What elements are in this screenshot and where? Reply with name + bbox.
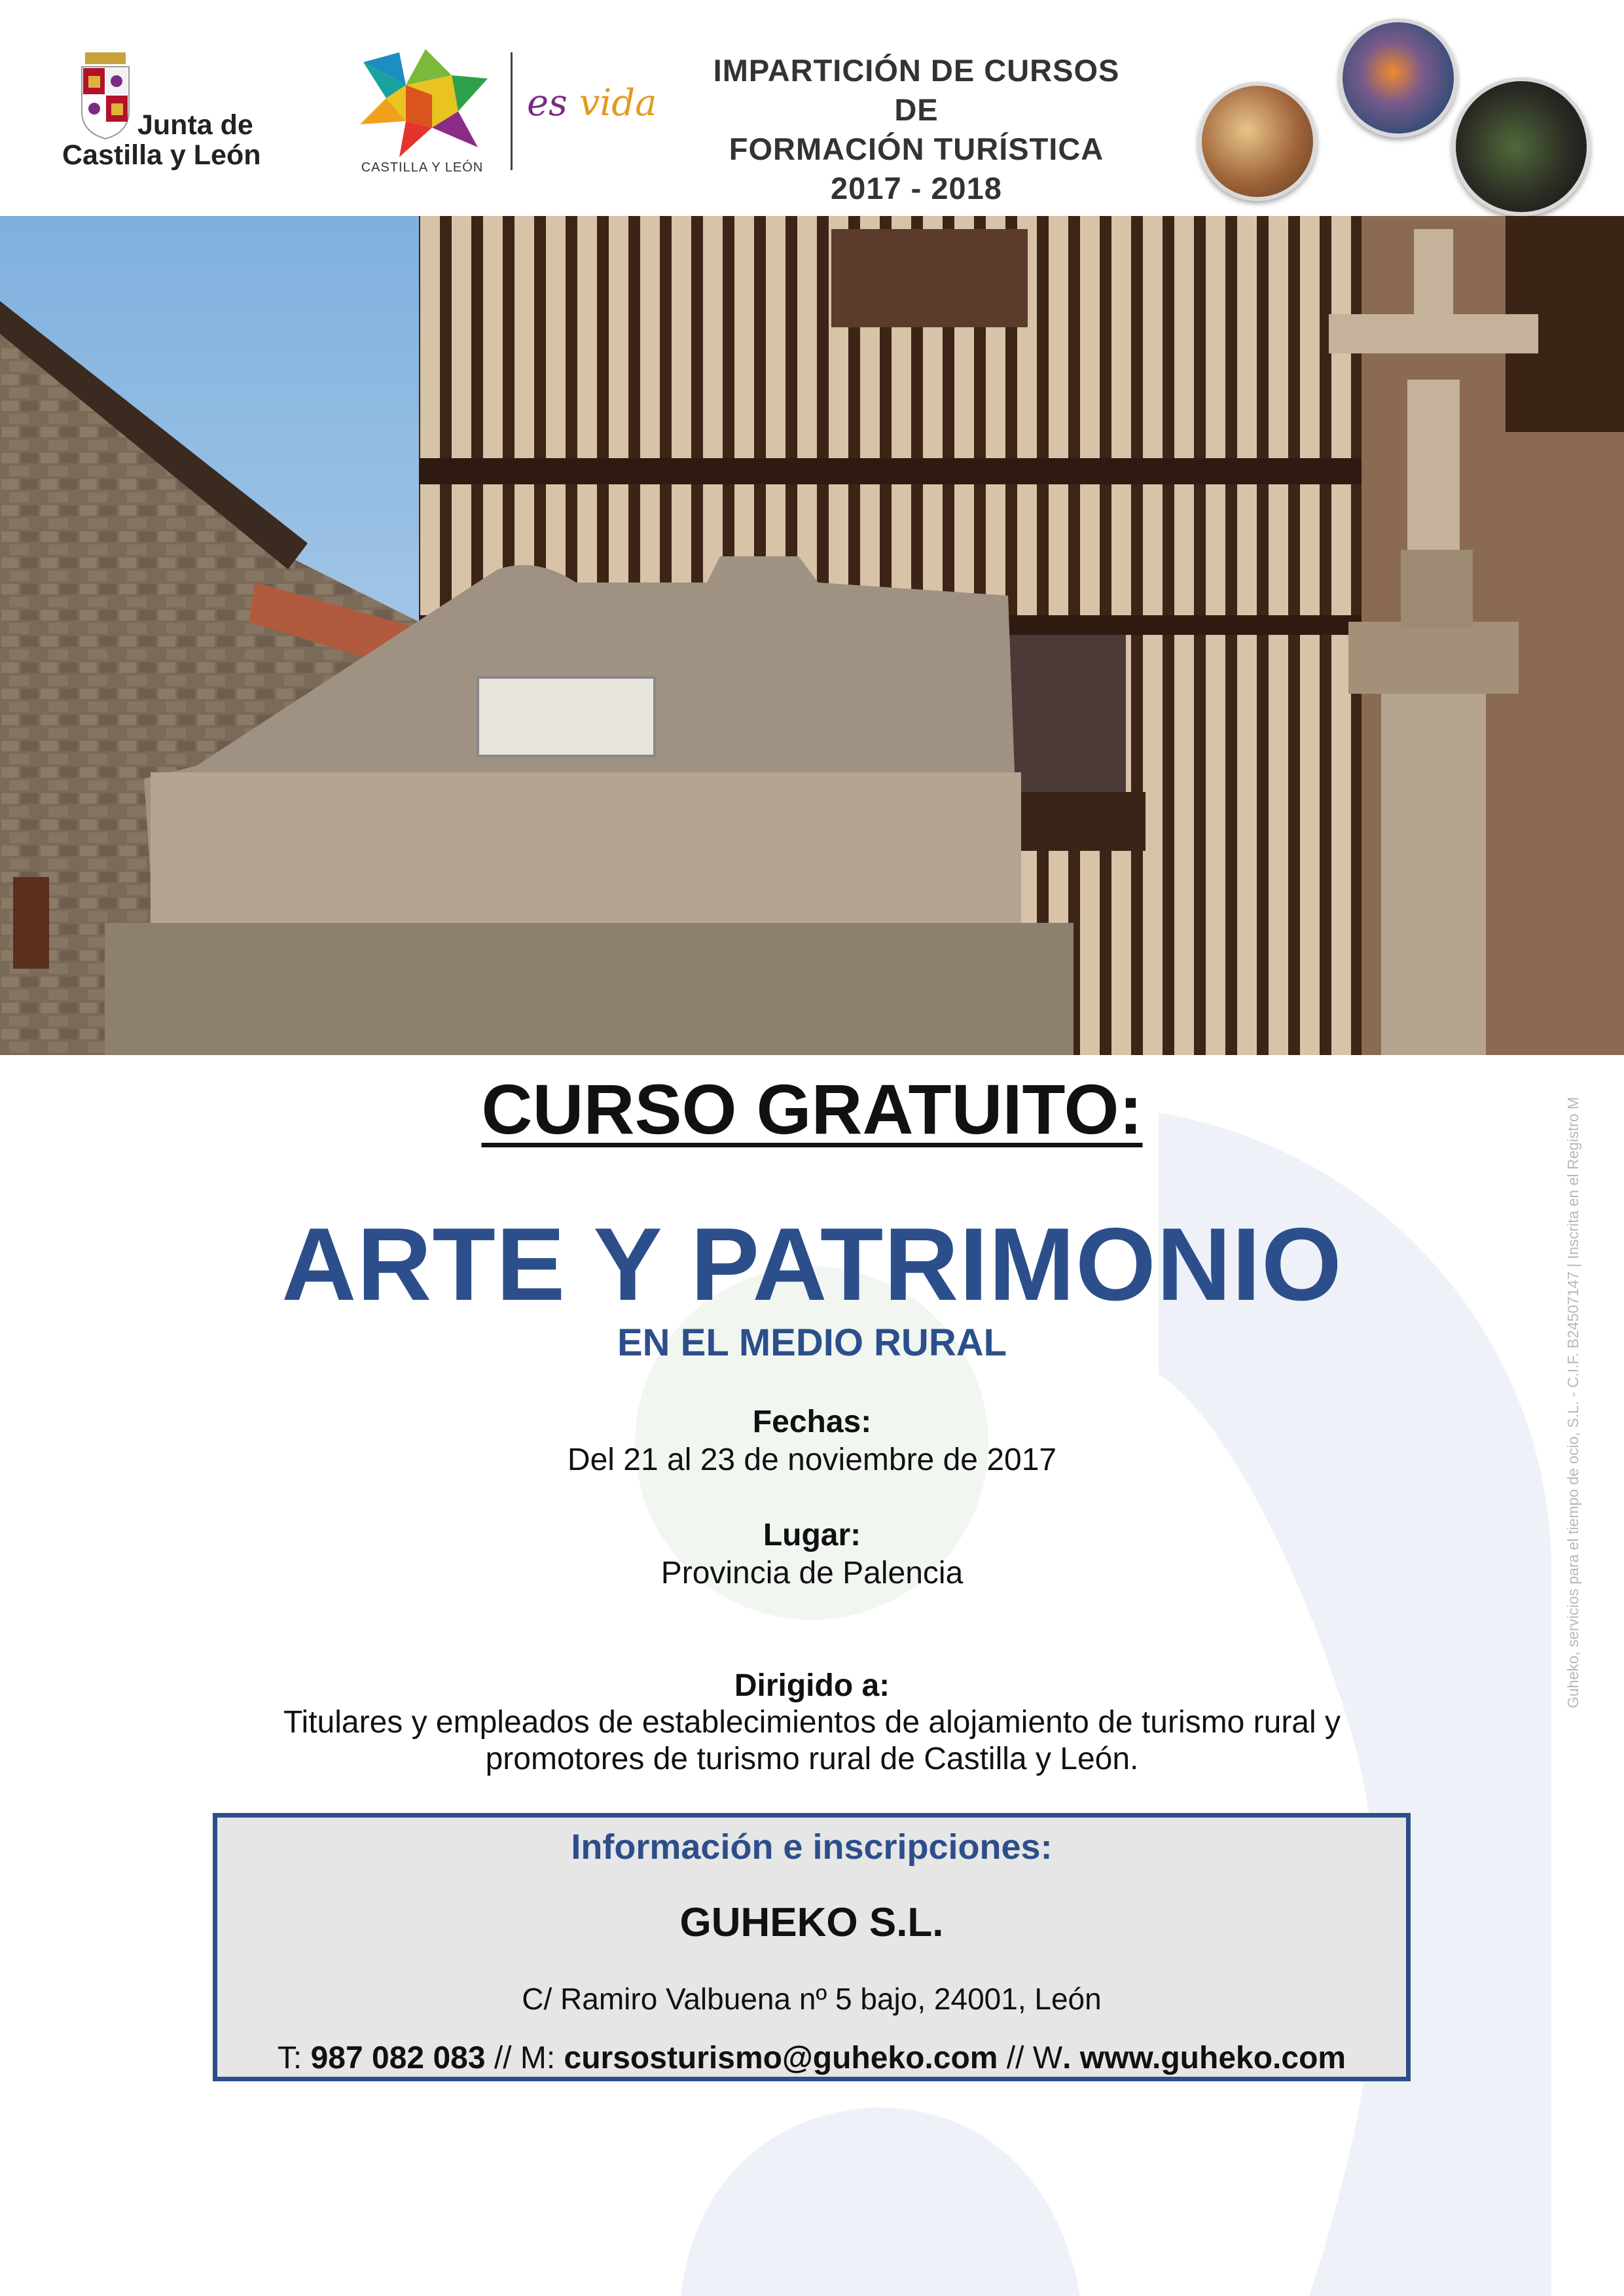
- es-vida-slogan: [527, 82, 657, 124]
- junta-castilla-leon-logo: [62, 52, 278, 183]
- hero-photo-timber-house: [0, 216, 1624, 1055]
- es-vida-es: es: [527, 82, 568, 124]
- castilla-leon-es-vida-logo: [353, 49, 694, 180]
- email-link[interactable]: cursosturismo@guheko.com: [564, 2041, 998, 2075]
- audience-line1: Titulares y empleados de establecimientos de alojamiento de turismo rural y: [283, 1705, 1341, 1740]
- course-title: ARTE Y PATRIMONIO: [281, 1207, 1343, 1322]
- free-course-heading-text: CURSO GRATUITO:: [481, 1069, 1143, 1149]
- company-name: GUHEKO S.L.: [679, 1900, 944, 1945]
- dates-value: Del 21 al 23 de noviembre de 2017: [567, 1443, 1057, 1477]
- header: [0, 0, 1624, 216]
- photo-circle-restaurant: [1198, 82, 1317, 201]
- logo-divider: [511, 52, 513, 170]
- castilla-leon-caption: CASTILLA Y LEÓN: [361, 160, 484, 175]
- jcyl-line1: Junta de: [137, 109, 253, 141]
- phone-prefix: T:: [277, 2041, 311, 2075]
- program-title: [694, 51, 1139, 208]
- program-title-line1: IMPARTICIÓN DE CURSOS DE: [713, 53, 1120, 127]
- audience-label: Dirigido a:: [734, 1668, 890, 1703]
- audience-line2: promotores de turismo rural de Castilla y León.: [485, 1742, 1139, 1776]
- junta-castilla-leon-wordmark: [62, 111, 278, 170]
- email-prefix: // M:: [485, 2041, 564, 2075]
- es-vida-vida: vida: [579, 82, 657, 124]
- jcyl-line2: Castilla y León: [62, 139, 261, 171]
- program-title-line2: FORMACIÓN TURÍSTICA: [729, 132, 1104, 166]
- place-label: Lugar:: [763, 1518, 861, 1552]
- info-registration-box: [213, 1813, 1411, 2081]
- free-course-heading: [0, 1068, 1624, 1150]
- course-subtitle: EN EL MEDIO RURAL: [617, 1321, 1007, 1364]
- colorful-star-logo-icon: [353, 49, 491, 160]
- phone-number[interactable]: 987 082 083: [310, 2041, 486, 2075]
- web-link[interactable]: . www.guheko.com: [1062, 2041, 1346, 2075]
- program-title-line3: 2017 - 2018: [831, 171, 1002, 206]
- place-value: Provincia de Palencia: [660, 1556, 964, 1590]
- contact-line: [217, 2040, 1406, 2076]
- audience-value: [0, 1704, 1624, 1778]
- web-prefix: // W: [998, 2041, 1063, 2075]
- company-registry-note: Guheko, servicios para el tiempo de ocio, S.L. - C.I.F. B24507147 | Inscrita en el Registro M: [1564, 1096, 1581, 1708]
- company-address: C/ Ramiro Valbuena nº 5 bajo, 24001, León: [522, 1982, 1102, 2016]
- info-title: Información e inscripciones:: [571, 1827, 1053, 1867]
- dates-label: Fechas:: [752, 1405, 872, 1439]
- photo-circle-nature: [1452, 77, 1591, 216]
- photo-circle-stove: [1339, 18, 1458, 137]
